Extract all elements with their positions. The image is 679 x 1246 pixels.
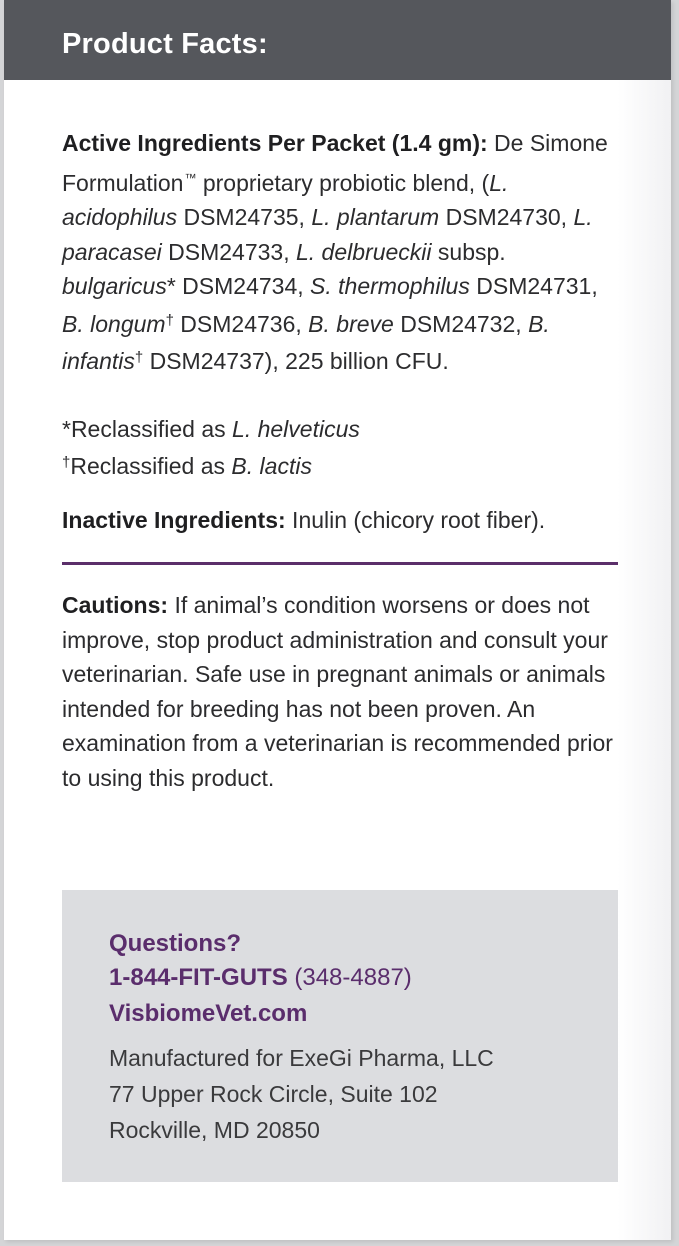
species-name: L. acidophilus xyxy=(62,169,509,230)
active-ingredients-text xyxy=(62,130,608,374)
species-name: L. plantarum xyxy=(311,204,440,230)
species-name: L. paracasei xyxy=(62,204,593,265)
address-line-1: Manufactured for ExeGi Pharma, LLC xyxy=(109,1045,494,1071)
species-name: L. delbrueckii xyxy=(295,238,432,265)
ingredient-text: * xyxy=(166,273,176,299)
ingredient-text: DSM24735, xyxy=(177,204,312,230)
ingredient-text: DSM24730, xyxy=(439,204,574,230)
inactive-ingredients-text: Inulin (chicory root fiber). xyxy=(285,507,546,533)
footnote-asterisk: *Reclassified as L. helveticus xyxy=(62,416,360,442)
cautions-label: Cautions: xyxy=(62,592,169,618)
address-line-3: Rockville, MD 20850 xyxy=(109,1117,320,1143)
ingredient-text: DSM24731, xyxy=(469,273,598,299)
contact-box xyxy=(62,890,618,1182)
section-divider xyxy=(62,562,618,565)
phone-line xyxy=(109,964,412,992)
species-name: bulgaricus xyxy=(62,273,167,299)
ingredient-text: ™ xyxy=(184,170,197,185)
ingredient-text: DSM24736, xyxy=(173,310,309,337)
ingredient-text: † xyxy=(134,349,144,366)
ingredient-text: DSM24732, xyxy=(393,310,529,337)
species-name: B. infantis xyxy=(62,310,550,374)
manufacturer-address xyxy=(109,1040,494,1148)
footnote-dagger: †Reclassified as B. lactis xyxy=(62,453,312,479)
header-bar xyxy=(4,0,671,80)
inactive-ingredients xyxy=(62,503,622,537)
product-label-panel xyxy=(4,0,671,1240)
page-title: Product Facts: xyxy=(62,28,268,60)
ingredient-text: DSM24734, xyxy=(175,273,311,299)
ingredient-text: subsp. xyxy=(431,238,506,265)
ingredient-text: DSM24737), 225 billion CFU. xyxy=(143,348,449,374)
cautions xyxy=(62,588,622,795)
active-ingredients xyxy=(62,126,622,379)
active-ingredients-heading: Active Ingredients Per Packet (1.4 gm): xyxy=(62,130,488,156)
species-name: B. longum xyxy=(62,310,166,337)
species-name: B. breve xyxy=(308,310,394,337)
ingredient-text: † xyxy=(165,311,174,329)
website-link[interactable]: VisbiomeVet.com xyxy=(109,1000,308,1027)
footnotes xyxy=(62,413,622,483)
ingredient-text: DSM24733, xyxy=(161,238,296,265)
phone-numeric: (348-4887) xyxy=(287,964,412,991)
questions-heading: Questions? xyxy=(109,930,242,957)
inactive-ingredients-label: Inactive Ingredients: xyxy=(62,507,286,533)
cautions-text: If animal’s condition worsens or does not improve, stop product administration and consult your veterinarian. Safe use in pregnant animals or animals intended for breeding has not been proven. An examination from a veterinarian is recommended prior to using this product. xyxy=(62,592,613,791)
address-line-2: 77 Upper Rock Circle, Suite 102 xyxy=(109,1081,438,1107)
species-name: S. thermophilus xyxy=(310,273,470,299)
ingredient-text: proprietary probiotic blend, ( xyxy=(196,169,490,196)
phone-number[interactable]: 1-844-FIT-GUTS xyxy=(109,964,288,991)
ingredient-text: De Simone Formulation xyxy=(62,130,608,196)
